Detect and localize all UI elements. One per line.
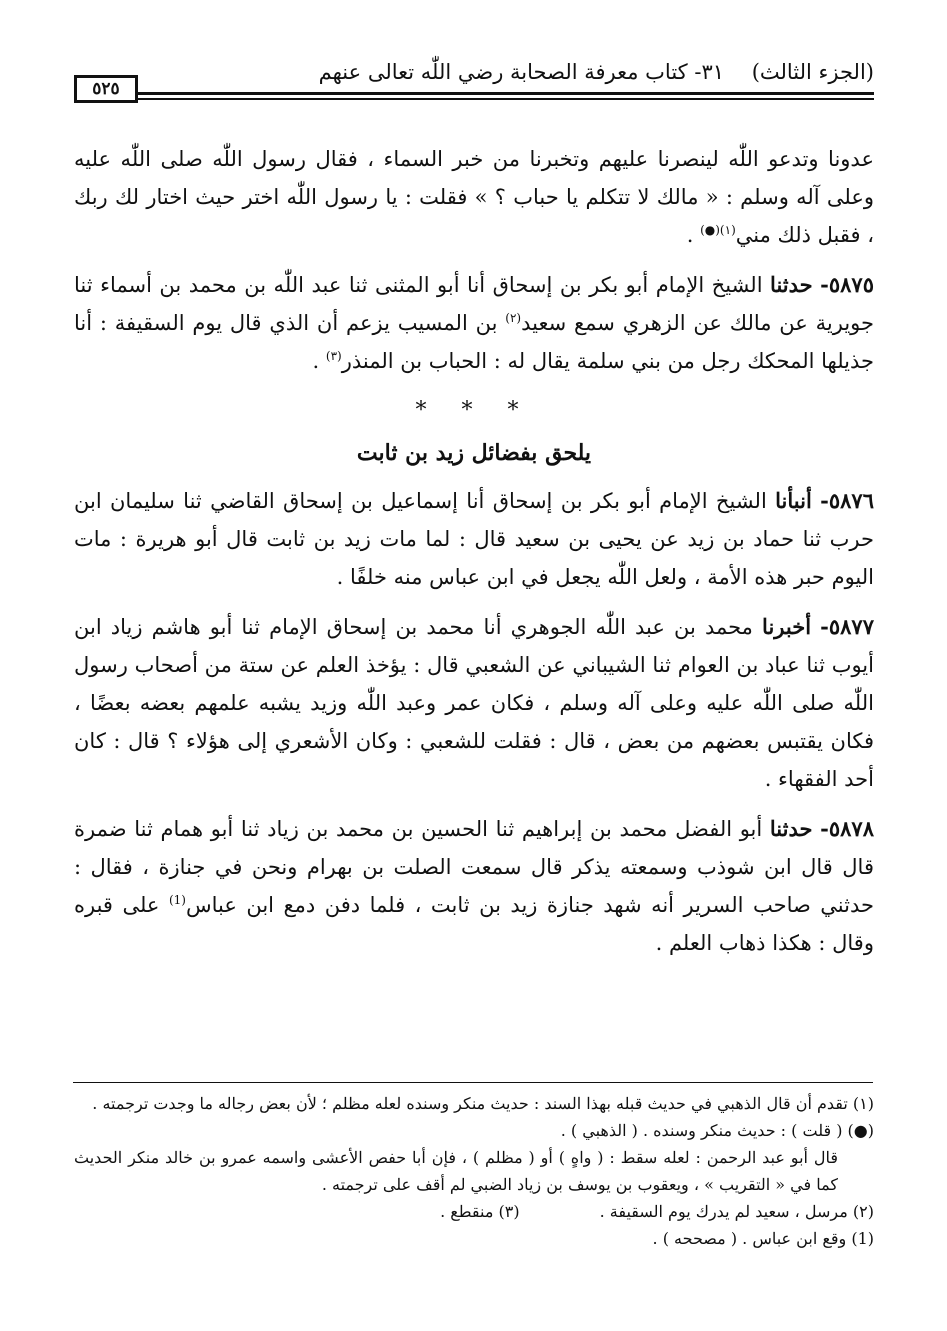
header-rule-secondary [138,98,874,100]
footnote-ref: (٣) [325,349,342,363]
hadith-text: بن المسيب يزعم أن الذي قال يوم السقيفة : أنا جذيلها المحكك رجل من بني سلمة يقال له : الحباب بن المنذر [74,311,874,373]
hadith-text: الشيخ الإمام أبو بكر بن إسحاق أنا إسماعيل بن إسحاق القاضي ثنا سليمان ابن حرب ثنا حماد بن زيد عن يحيى بن سعيد قال : لما مات زيد بن ثابت قال أبو هريرة : مات اليوم حبر هذه الأمة ، ولعل اللّٰه يجعل في ابن عباس منه خلفًا . [74,489,874,589]
footnote-ref: (1) [168,893,186,907]
chapter-title: ٣١- كتاب معرفة الصحابة رضي اللّٰه تعالى عنهم [318,60,724,84]
footnote-2-3-line [74,1198,874,1225]
hadith-keyword: أخبرنا [762,614,812,639]
hadith-number: ٥٨٧٧- [820,614,874,639]
continuation-paragraph [74,140,874,254]
footnote-2: (٢) مرسل ، سعيد لم يدرك يوم السقيفة . [599,1202,874,1221]
footnote-dot: (●) ( قلت ) : حديث منكر وسنده . ( الذهبي ) . [560,1121,874,1140]
footnote-ref: (٢) [505,311,522,325]
hadith-5876 [74,482,874,596]
hadith-text: على قبره وقال : هكذا ذهاب العلم . [74,893,874,955]
hadith-number: ٥٨٧٨- [820,816,874,841]
hadith-5877 [74,608,874,798]
page-header [74,56,874,106]
footnote-rule [73,1082,873,1083]
section-heading: يلحق بفضائل زيد بن ثابت [356,440,592,466]
hadith-5875 [74,266,874,380]
hadith-keyword: حدثنا [770,272,813,297]
hadith-text: . [312,349,326,373]
footnote-3: (٣) منقطع . [440,1202,520,1221]
footnotes [74,1090,874,1252]
volume-label: (الجزء الثالث) [751,60,874,84]
hadith-number: ٥٨٧٦- [820,488,874,513]
continuation-text: عدونا وتدعو اللّٰه لينصرنا عليهم وتخبرنا من خبر السماء ، فقال رسول اللّٰه صلى اللّٰه عليه وعلى آله وسلم : « مالك لا تتكلم يا حباب ؟ » فقلت : يا رسول اللّٰه اختر حيث اختار لك ربك ، فقبل ذلك مني [74,147,874,247]
hadith-text: الشيخ الإمام أبو بكر بن إسحاق أنا أبو المثنى ثنا عبد اللّٰه بن محمد بن أسماء ثنا جويرية عن مالك عن الزهري سمع سعيد [74,273,874,335]
hadith-keyword: أنبأنا [775,488,812,513]
hadith-number: ٥٨٧٥- [820,272,874,297]
footnote-dot-note: قال أبو عبد الرحمن : لعله سقط : ( واهٍ ) أو ( مظلم ) ، فإن أبا حفص الأعشى واسمه عمرو بن خالد منكر الحديث كما في « التقريب » ، ويعقوب بن يوسف بن زياد الضبي لم أقف على ترجمته . [74,1148,838,1194]
footnote-1: (١) تقدم أن قال الذهبي في حديث قبله بهذا السند : حديث منكر وسنده لعله مظلم ؛ لأن بعض رجاله ما وجدت ترجمته . [92,1094,874,1113]
section-separator: * * * [415,398,533,423]
footnote-ref: (١)(●) [700,223,736,237]
page-number: ٥٢٥ [74,75,138,103]
footnote-correction: (1) وقع ابن عباس . ( مصححه ) . [652,1229,874,1248]
main-text [74,140,874,974]
hadith-keyword: حدثنا [769,816,813,841]
continuation-end: . [686,223,701,247]
hadith-text: أبو الفضل محمد بن إبراهيم ثنا الحسين بن محمد بن زياد ثنا أبو همام ثنا ضمرة قال قال ابن شوذب وسمعته يذكر قال سمعت الصلت بن بهرام ونحن في جنازة ، فقال : حدثني صاحب السرير أنه شهد جنازة زيد بن ثابت ، فلما دفن دمع ابن عباس [74,817,874,917]
header-rule [138,92,874,95]
hadith-5878 [74,810,874,962]
hadith-text: محمد بن عبد اللّٰه الجوهري أنا محمد بن إسحاق الإمام ثنا أبو هاشم زياد ابن أيوب ثنا عباد بن العوام ثنا الشيباني عن الشعبي قال : يؤخذ العلم عن ستة من أصحاب رسول اللّٰه صلى اللّٰه عليه وعلى آله وسلم ، فكان عمر وعبد اللّٰه وزيد يشبه علمهم بعضه بعضًا ، فكان يقتبس بعضهم من بعض ، قال : فقلت للشعبي : وكان الأشعري إلى هؤلاء ؟ قال : كان أحد الفقهاء . [74,615,874,791]
